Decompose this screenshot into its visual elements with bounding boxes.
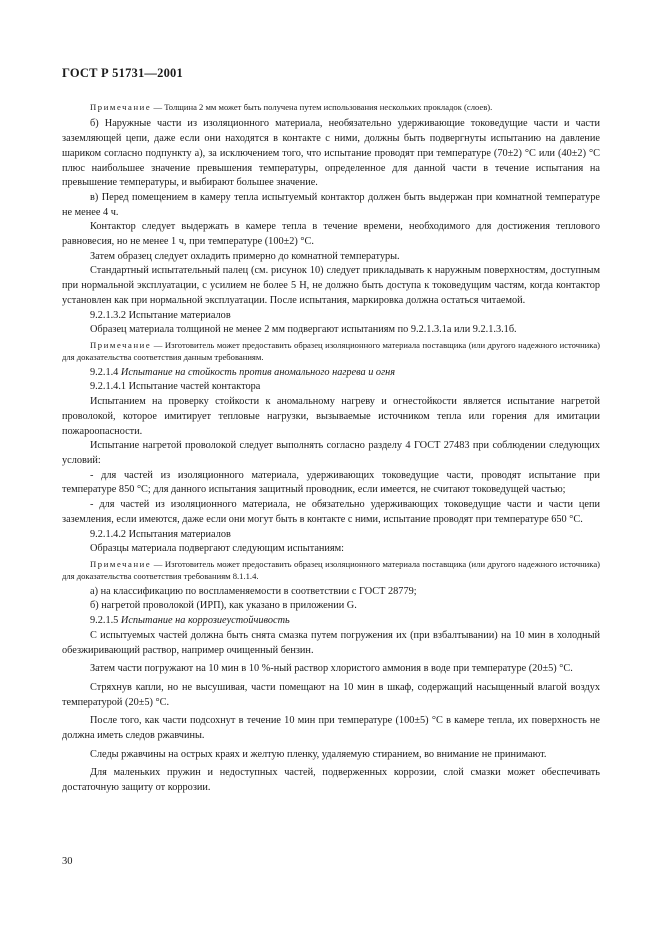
section-heading-9-2-1-4 (62, 366, 600, 381)
note-paragraph (62, 558, 600, 583)
paragraph-small-springs: Для маленьких пружин и недоступных частей, подверженных коррозии, слой смазки может обеспечивать достаточную защиту от коррозии. (62, 767, 600, 794)
paragraph-glow-wire-intro: Испытанием на проверку стойкости к аномальному нагреву и огнестойкости является испытание нагретой проволокой, которое имитирует тепловые нагрузки, вызываемые источником тепла или горения для имитации пожароопасности. (62, 396, 600, 437)
section-title: Испытание на коррозиеустойчивость (120, 615, 290, 627)
section-title: Испытание на стойкость против аномального нагрева и огня (120, 366, 395, 378)
paragraph-rust-traces: Следы ржавчины на острых краях и желтую пленку, удаляемую стиранием, во внимание не принимают. (90, 748, 547, 760)
note-label: Примечание (90, 339, 152, 350)
paragraph-no-rust: После того, как части подсохнут в течение 10 мин при температуре (100±5) °С в камере тепла, их поверхность не должна иметь следов ржавчины. (62, 715, 600, 742)
note-text: — Изготовитель может предоставить образец изоляционного материала поставщика (или другого надежного источника) для доказательства соответствия данным требованиям. (62, 339, 600, 363)
section-number: 9.2.1.4 (90, 366, 121, 378)
paragraph-v-room-temperature: в) Перед помещением в камеру тепла испытуемый контактор должен быть выдержан при комнатной температуре не менее 4 ч. (62, 191, 600, 218)
section-number: 9.2.1.5 (90, 615, 121, 627)
section-heading-9-2-1-5 (62, 614, 600, 629)
list-item-flammability: а) на классификацию по воспламеняемости в соответствии с ГОСТ 28779; (90, 585, 417, 597)
paragraph-test-finger: Стандартный испытательный палец (см. рисунок 10) следует прикладывать к наружным поверхностям, доступным при нормальной эксплуатации, с усилием не более 5 Н, не должно быть доступа к токоведущим частям, когда контактор установлен как при нормальной эксплуатации. После испытания, маркировка должна остаться читаемой. (62, 265, 600, 306)
paragraph-degreasing: С испытуемых частей должна быть снята смазка путем погружения их (при взбалтывании) на 10 мин в холодный обезжиривающий раствор, например очищенный бензин. (62, 629, 600, 656)
list-item-glow-wire: б) нагретой проволокой (ИРП), как указано в приложении G. (90, 600, 357, 612)
note-text: — Толщина 2 мм может быть получена путем использования нескольких прокладок (слоев). (151, 102, 493, 112)
section-heading-9-2-1-4-2: 9.2.1.4.2 Испытания материалов (90, 528, 231, 540)
paragraph-humid-chamber: Стряхнув капли, но не высушивая, части помещают на 10 мин в шкаф, содержащий насыщенный влагой воздух температурой (20±5) °С. (62, 681, 600, 708)
paragraph-glow-wire-conditions: Испытание нагретой проволокой следует выполнять согласно разделу 4 ГОСТ 27483 при соблюдении следующих условий: (62, 440, 600, 466)
note-paragraph (62, 101, 600, 113)
document-body (62, 100, 600, 796)
note-label: Примечание (90, 102, 152, 112)
paragraph-material-tests: Образцы материала подвергают следующим испытаниям: (90, 543, 345, 555)
section-heading-9-2-1-3-2: 9.2.1.3.2 Испытание материалов (90, 309, 231, 321)
paragraph-thermal-equilibrium: Контактор следует выдержать в камере тепла в течение времени, необходимого для достижения теплового равновесия, но не менее 1 ч, при температуре (100±2) °С. (62, 221, 600, 248)
page-number: 30 (62, 856, 73, 867)
note-label: Примечание (90, 558, 152, 569)
page-header-standard-id: ГОСТ Р 51731—2001 (62, 66, 183, 80)
paragraph-cooling: Затем образец следует охладить примерно до комнатной температуры. (90, 250, 400, 262)
paragraph-b-ball-pressure: б) Наружные части из изоляционного материала, необязательно удерживающие токоведущие части и части заземляющей цепи, даже если они находятся в контакте с ними, должны быть подвергнуты испытанию на давление шариком согласно подпункту а), за исключением того, что испытание проводят при температуре (70±2) °С или (40±2) °С плюс наибольшее значение превышения температуры, определенное для данной части в течение испытания на превышение температуры, и выбирают большее значение. (62, 118, 600, 189)
paragraph-ammonium-chloride: Затем части погружают на 10 мин в 10 %-ный раствор хлористого аммония в воде при температуре (20±5) °С. (90, 663, 573, 675)
list-item-650: - для частей из изоляционного материала, не обязательно удерживающих токоведущие части и части цепи заземления, если имеются, даже если они могут быть в контакте с ними, испытание проводят при температуре 650 °С. (62, 499, 600, 525)
paragraph-material-sample: Образец материала толщиной не менее 2 мм подвергают испытаниям по 9.2.1.3.1а или 9.2.1.3.1б. (90, 324, 517, 336)
list-item-850: - для частей из изоляционного материала, удерживающих токоведущие части, проводят испытание при температуре 850 °С; для данного испытания защитный проводник, если имеется, не считают токоведущей частью; (62, 469, 600, 496)
note-paragraph (62, 339, 600, 364)
section-heading-9-2-1-4-1: 9.2.1.4.1 Испытание частей контактора (90, 381, 261, 393)
note-text: — Изготовитель может предоставить образец изоляционного материала поставщика (или другого надежного источника) для доказательства соответствия требованиям 8.1.1.4. (62, 558, 600, 582)
